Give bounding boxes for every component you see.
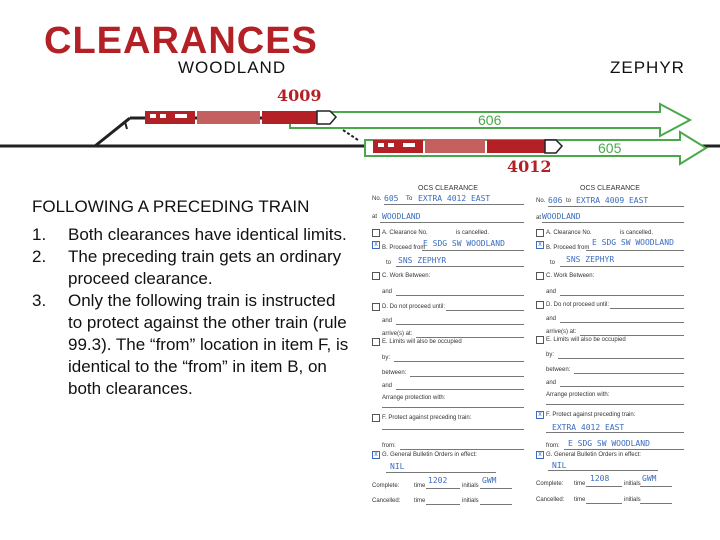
explanation-list — [32, 224, 352, 400]
clearance-form-606: OCS CLEARANCE No. 606 to EXTRA 4009 EAST at WOODLAND A. Clearance No. is cancelled. x B. Proceed from E SDG SW WOODLAND to SNS ZEPHYR C. Work Between: and D. Do not proceed until: and arrive(s) at: E. Limits will also be occupied by: between: and Arrange protection with: x F. Protect against preceding train: EXTRA 4012 EAST from: E SDG SW WOODLAND x G. General Bulletin Orders in effect: NIL Complete: time 1208 initials GWM Cancelled: time initials — [530, 183, 686, 508]
woodland-label: WOODLAND — [178, 58, 287, 77]
list-item: 2. The preceding train gets an ordinary proceed clearance. — [32, 247, 342, 288]
zephyr-label: ZEPHYR — [610, 58, 685, 77]
complete-initials: GWM — [642, 474, 657, 483]
explanation-text — [32, 196, 352, 400]
protect-against: EXTRA 4012 EAST — [552, 423, 625, 432]
track-diagram — [0, 0, 720, 200]
bulletin-orders: NIL — [552, 461, 567, 470]
proceed-from: E SDG SW WOODLAND — [592, 238, 674, 247]
clearance-number: 606 — [548, 196, 563, 205]
clearance-606-label: 606 — [478, 112, 502, 128]
bulletin-orders: NIL — [390, 462, 405, 471]
proceed-to: SNS ZEPHYR — [566, 255, 615, 264]
clearance-form-605: OCS CLEARANCE No. 605 To EXTRA 4012 EAST at WOODLAND A. Clearance No. is cancelled. x B. Proceed from E SDG SW WOODLAND to SNS ZEPHYR C. Work Between: and D. Do not proceed until: and arrive(s) at: E. Limits will also be occupied by: between: and Arrange protection with: F. Protect against preceding train: from: x G. General Bulletin Orders in effect: NIL Complete: time 1202 initials GWM Cancelled: time initials — [366, 183, 526, 508]
train-4012-graphic — [373, 140, 562, 153]
clearance-at: WOODLAND — [542, 212, 581, 221]
slide-title: CLEARANCES — [44, 20, 318, 62]
train-4012-label: 4012 — [507, 157, 552, 176]
list-item: 1. Both clearances have identical limits. — [32, 225, 347, 244]
train-4009-label: 4009 — [277, 86, 322, 105]
explanation-heading: FOLLOWING A PRECEDING TRAIN — [32, 197, 310, 216]
proceed-to: SNS ZEPHYR — [398, 256, 447, 265]
form-header: OCS CLEARANCE — [418, 185, 478, 192]
complete-initials: GWM — [482, 476, 497, 485]
clearance-number: 605 — [384, 194, 399, 203]
clearance-at: WOODLAND — [382, 212, 421, 221]
complete-time: 1208 — [590, 474, 610, 483]
clearance-to: EXTRA 4009 EAST — [576, 196, 649, 205]
complete-time: 1202 — [428, 476, 448, 485]
train-4009-graphic — [145, 111, 336, 124]
form-header: OCS CLEARANCE — [580, 185, 640, 192]
clearance-to: EXTRA 4012 EAST — [418, 194, 491, 203]
clearance-605-label: 605 — [598, 140, 622, 156]
proceed-from: E SDG SW WOODLAND — [423, 239, 505, 248]
list-item: 3. Only the following train is instructed to protect against the other train (rule 99.3). The “from” location in item F, is identical to the “from” in item B, on both clearances. — [32, 291, 349, 398]
protect-from: E SDG SW WOODLAND — [568, 439, 650, 448]
